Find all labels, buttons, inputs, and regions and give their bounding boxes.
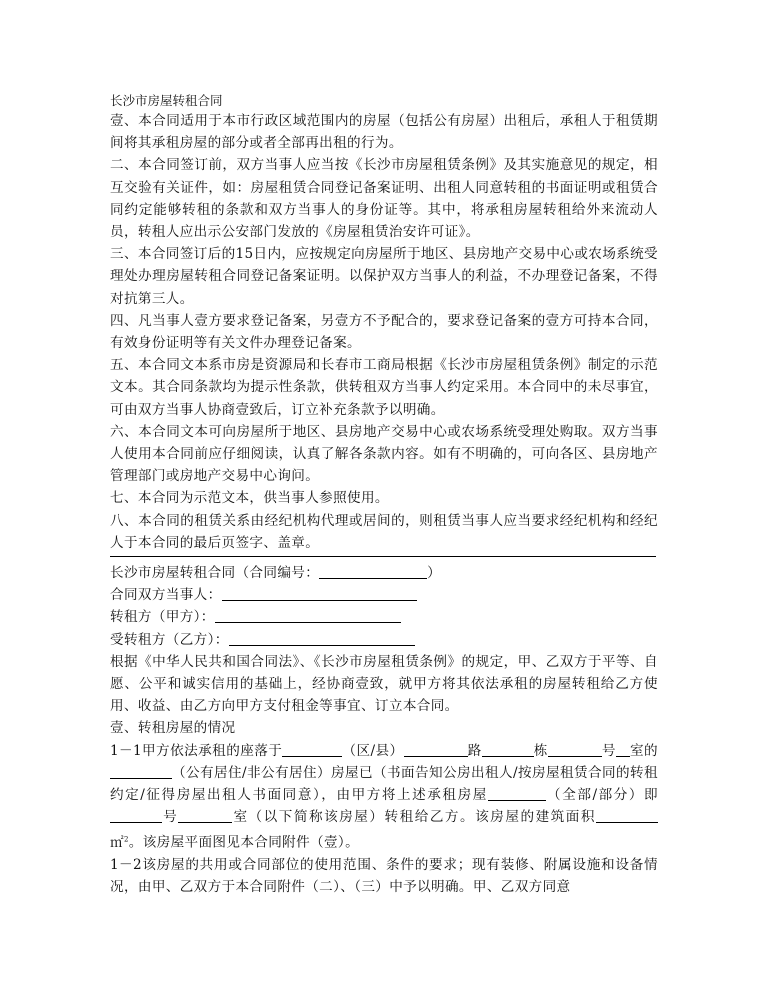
section-divider <box>110 556 656 557</box>
clause-text: （区/县） <box>342 742 404 759</box>
clause-text: （公有居住/非公有居住）房屋已（书面告知公房出租人/按房屋租赁合同的转租约定/征得房屋出租人书面同意），由甲方将上述承租房屋 <box>110 764 658 804</box>
contract-title-close: ） <box>427 565 442 581</box>
party-b-field[interactable] <box>229 631 415 646</box>
contract-number-line <box>110 562 658 584</box>
clause-text: 号 <box>601 742 616 759</box>
clause-1-2: 1－2该房屋的共用或合同部位的使用范围、条件的要求；现有装修、附属设施和设备情况，由甲、乙双方于本合同附件（二）、（三）中予以明确。甲、乙双方同意 <box>110 857 658 896</box>
parties-line <box>110 584 658 606</box>
scope-field[interactable] <box>488 786 546 801</box>
contract-body <box>110 562 658 899</box>
note-item: 二、本合同签订前，双方当事人应当按《长沙市房屋租赁条例》及其实施意见的规定，相互交验有关证件，如：房屋租赁合同登记备案证明、出租人同意转租的书面证明或租赁合同约定能够转租的条款和双方当事人的身份证等。其中，将承租房屋转租给外来流动人员，转租人应出示公安部门发放的《房屋租赁治安许可证》。 <box>110 157 658 241</box>
note-item: 三、本合同签订后的15日内，应按规定向房屋所于地区、县房地产交易中心或农场系统受理处办理房屋转租合同登记备案证明。以保护双方当事人的利益，不办理登记备案，不得对抗第三人。 <box>110 246 658 307</box>
section-1-heading: 壹、转租房屋的情况 <box>110 720 236 737</box>
clause-text: 1－1甲方依法承租的座落于 <box>110 742 283 759</box>
note-item: 四、凡当事人壹方要求登记备案，另壹方不予配合的，要求登记备案的壹方可持本合同，有效身份证明等有关文件办理登记备案。 <box>110 312 658 352</box>
area-field[interactable] <box>596 808 658 823</box>
clause-text: 路 <box>467 742 482 759</box>
unit-number-field[interactable] <box>110 808 162 823</box>
clause-text: 号 <box>162 809 179 826</box>
contract-number-field[interactable] <box>319 564 427 579</box>
party-b-line <box>110 629 658 651</box>
building-field[interactable] <box>482 742 534 757</box>
district-field[interactable] <box>282 742 342 757</box>
road-field[interactable] <box>404 742 468 757</box>
clause-1-1 <box>110 740 658 855</box>
number-field[interactable] <box>548 742 602 757</box>
housing-type-field[interactable] <box>110 764 172 779</box>
room-prefix-field[interactable] <box>616 742 630 757</box>
clause-text: 室的 <box>629 742 658 759</box>
parties-label: 合同双方当事人： <box>110 587 222 604</box>
party-a-line <box>110 606 658 628</box>
instructions-section <box>110 110 658 554</box>
note-item: 五、本合同文本系市房是资源局和长春市工商局根据《长沙市房屋租赁条例》制定的示范文本。其合同条款均为提示性条款，供转租双方当事人约定采用。本合同中的未尽事宜，可由双方当事人协商壹致后，订立补充条款予以明确。 <box>110 357 658 418</box>
note-item: 八、本合同的租赁关系由经纪机构代理或居间的，则租赁当事人应当要求经纪机构和经纪人于本合同的最后页签字、盖章。 <box>110 512 658 551</box>
clause-text: 室（以下简称该房屋）转租给乙方。该房屋的建筑面积 <box>232 809 596 826</box>
preamble-paragraph: 根据《中华人民共和国合同法》、《长沙市房屋租赁条例》的规定，甲、乙双方于平等、自愿、公平和诚实信用的基础上，经协商壹致，就甲方将其依法承租的房屋转租给乙方使用、收益、由乙方向甲方支付租金等事宜、订立本合同。 <box>110 653 658 715</box>
area-unit: ㎡ <box>110 834 124 851</box>
clause-text: （全部/部分）即 <box>545 787 658 804</box>
page-title: 长沙市房屋转租合同 <box>110 93 223 108</box>
parties-field[interactable] <box>222 586 417 601</box>
note-item: 壹、本合同适用于本市行政区域范围内的房屋（包括公有房屋）出租后，承租人于租赁期间将其承租房屋的部分或者全部再出租的行为。 <box>110 113 658 152</box>
party-a-label: 转租方（甲方）： <box>110 609 215 626</box>
room-field[interactable] <box>178 808 232 823</box>
contract-title-label: 长沙市房屋转租合同（合同编号： <box>110 565 320 581</box>
party-b-label: 受转租方（乙方）： <box>110 631 229 648</box>
clause-text: 栋 <box>533 742 548 759</box>
note-item: 六、本合同文本可向房屋所于地区、县房地产交易中心或农场系统受理处购取。双方当事人使用本合同前应仔细阅读，认真了解各条款内容。如有不明确的，可向各区、县房地产管理部门或房地产交易中心询问。 <box>110 423 658 485</box>
note-item: 七、本合同为示范文本，供当事人参照使用。 <box>110 490 389 507</box>
area-unit-superscript: 2 <box>123 835 129 844</box>
party-a-field[interactable] <box>215 608 401 623</box>
clause-text: 。该房屋平面图见本合同附件（壹）。 <box>128 834 360 851</box>
